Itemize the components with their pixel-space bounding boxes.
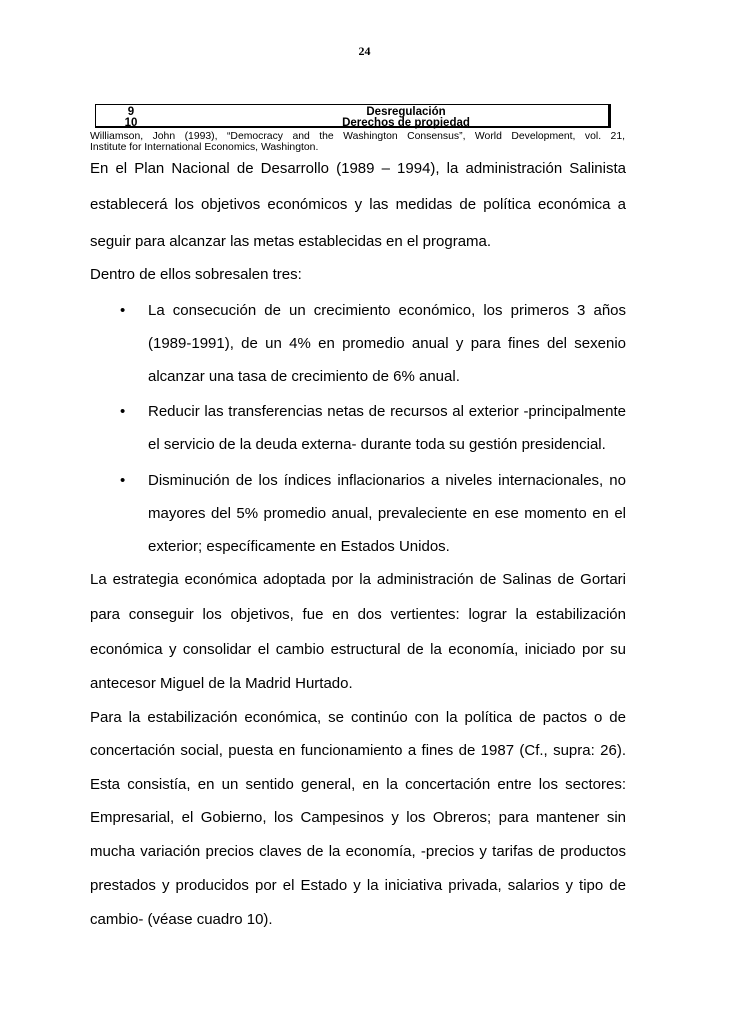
text-line: Empresarial, el Gobierno, los Campesinos y los Obreros; para mantener sin bbox=[90, 809, 626, 826]
table-row-label: Derechos de propiedad bbox=[342, 117, 470, 129]
text-line: alcanzar una tasa de crecimiento de 6% anual. bbox=[148, 368, 460, 385]
text-line: el servicio de la deuda externa- durante toda su gestión presidencial. bbox=[148, 436, 606, 453]
text-line: concertación social, puesta en funcionamiento a fines de 1987 (Cf., supra: 26). bbox=[90, 742, 626, 759]
text-line: Dentro de ellos sobresalen tres: bbox=[90, 266, 302, 283]
source-note-line: Williamson, John (1993), “Democracy and the Washington Consensus”, World Development, vol. 21, bbox=[90, 131, 625, 142]
text-line: antecesor Miguel de la Madrid Hurtado. bbox=[90, 675, 353, 692]
text-line: exterior; específicamente en Estados Unidos. bbox=[148, 538, 450, 555]
bullet-symbol: • bbox=[120, 403, 126, 420]
source-note bbox=[90, 131, 625, 153]
text-line: mayores del 5% promedio anual, prevaleciente en ese momento en el bbox=[148, 505, 626, 522]
text-line: En el Plan Nacional de Desarrollo (1989 – 1994), la administración Salinista bbox=[90, 160, 626, 177]
bullet-symbol: • bbox=[120, 302, 126, 319]
text-line: La consecución de un crecimiento económico, los primeros 3 años bbox=[148, 302, 626, 319]
text-line: Disminución de los índices inflacionarios a niveles internacionales, no bbox=[148, 472, 626, 489]
text-line: económica y consolidar el cambio estructural de la economía, iniciado por su bbox=[90, 641, 626, 658]
text-line: establecerá los objetivos económicos y las medidas de política económica a bbox=[90, 196, 626, 213]
table-row-label: Desregulación bbox=[366, 106, 446, 118]
bullet-symbol: • bbox=[120, 472, 126, 489]
bullets-intro bbox=[90, 266, 626, 284]
table-fragment bbox=[95, 104, 611, 128]
text-line: seguir para alcanzar las metas establecidas en el programa. bbox=[90, 233, 492, 250]
text-line: para conseguir los objetivos, fue en dos vertientes: lograr la estabilización bbox=[90, 606, 626, 623]
table-row-number: 10 bbox=[124, 117, 138, 129]
text-line: (1989-1991), de un 4% en promedio anual y para fines del sexenio bbox=[148, 335, 626, 352]
page-number: 24 bbox=[358, 44, 371, 58]
text-line: cambio- (véase cuadro 10). bbox=[90, 911, 273, 928]
text-line: Esta consistía, en un sentido general, en la concertación entre los sectores: bbox=[90, 776, 626, 793]
text-line: mucha variación precios claves de la economía, -precios y tarifas de productos bbox=[90, 843, 626, 860]
source-note-line: Institute for International Economics, Washington. bbox=[90, 142, 319, 153]
table-row bbox=[96, 117, 608, 129]
table-row-number: 9 bbox=[127, 106, 135, 118]
text-line: Para la estabilización económica, se continúo con la política de pactos o de bbox=[90, 709, 626, 726]
text-line: prestados y producidos por el Estado y la iniciativa privada, salarios y tipo de bbox=[90, 877, 626, 894]
text-line: Reducir las transferencias netas de recursos al exterior -principalmente bbox=[148, 403, 626, 420]
text-line: La estrategia económica adoptada por la administración de Salinas de Gortari bbox=[90, 571, 626, 588]
